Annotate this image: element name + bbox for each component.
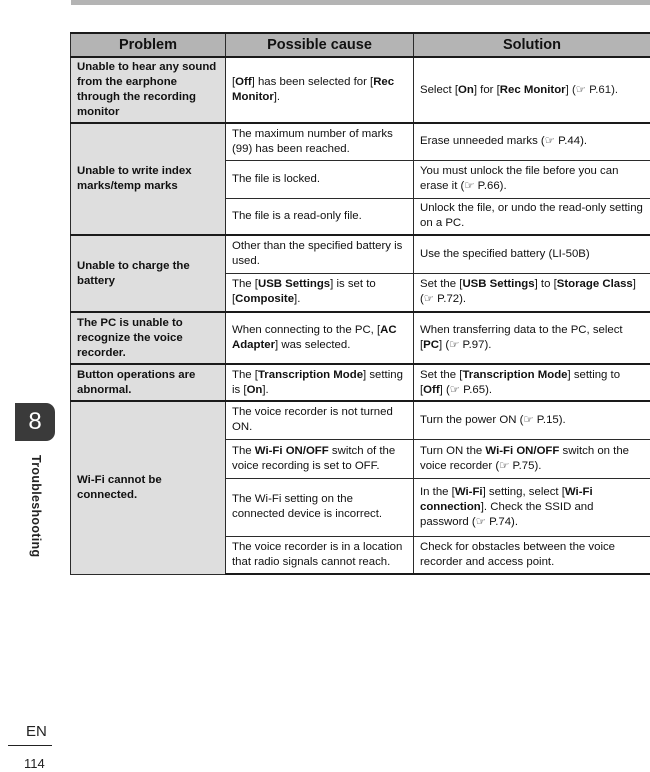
header-problem: Problem <box>71 33 226 57</box>
cause-cell: The file is a read-only file. <box>226 198 414 235</box>
solution-cell: Select [On] for [Rec Monitor] (☞ P.61). <box>414 57 650 123</box>
cause-cell: The voice recorder is not turned ON. <box>226 401 414 439</box>
header-rule <box>71 0 650 5</box>
solution-cell: Check for obstacles between the voice recorder and access point. <box>414 536 650 574</box>
solution-cell: Turn the power ON (☞ P.15). <box>414 401 650 439</box>
solution-cell: In the [Wi-Fi] setting, select [Wi-Fi connection]. Check the SSID and password (☞ P.74). <box>414 478 650 536</box>
troubleshooting-table <box>70 32 650 575</box>
problem-cell: Unable to hear any sound from the earphone through the recording monitor <box>71 57 226 123</box>
problem-cell: Wi-Fi cannot be connected. <box>71 401 226 574</box>
solution-cell: When transferring data to the PC, select [PC] (☞ P.97). <box>414 312 650 364</box>
table-row <box>71 57 650 123</box>
cause-cell: The Wi-Fi ON/OFF switch of the voice recording is set to OFF. <box>226 439 414 478</box>
problem-cell: Unable to charge the battery <box>71 235 226 312</box>
header-solution: Solution <box>414 33 650 57</box>
table-row <box>71 123 650 160</box>
footer-divider <box>8 745 52 746</box>
problem-cell: The PC is unable to recognize the voice recorder. <box>71 312 226 364</box>
table-row <box>71 235 650 273</box>
solution-cell: Turn ON the Wi-Fi ON/OFF switch on the voice recorder (☞ P.75). <box>414 439 650 478</box>
solution-cell: Set the [Transcription Mode] setting to [Off] (☞ P.65). <box>414 364 650 401</box>
cause-cell: The voice recorder is in a location that radio signals cannot reach. <box>226 536 414 574</box>
chapter-number-tab: 8 <box>15 403 55 441</box>
solution-cell: Erase unneeded marks (☞ P.44). <box>414 123 650 160</box>
problem-cell: Button operations are abnormal. <box>71 364 226 401</box>
chapter-title: Troubleshooting <box>29 455 43 558</box>
language-label: EN <box>26 723 47 740</box>
solution-cell: Set the [USB Settings] to [Storage Class] (☞ P.72). <box>414 273 650 312</box>
cause-cell: The [USB Settings] is set to [Composite]. <box>226 273 414 312</box>
problem-cell: Unable to write index marks/temp marks <box>71 123 226 235</box>
solution-cell: You must unlock the file before you can erase it (☞ P.66). <box>414 160 650 198</box>
cause-cell: Other than the specified battery is used. <box>226 235 414 273</box>
cause-cell: The maximum number of marks (99) has been reached. <box>226 123 414 160</box>
header-possible-cause: Possible cause <box>226 33 414 57</box>
cause-cell: [Off] has been selected for [Rec Monitor]. <box>226 57 414 123</box>
cause-cell: When connecting to the PC, [AC Adapter] was selected. <box>226 312 414 364</box>
table-row <box>71 401 650 439</box>
table-row <box>71 312 650 364</box>
solution-cell: Unlock the file, or undo the read-only setting on a PC. <box>414 198 650 235</box>
solution-cell: Use the specified battery (LI-50B) <box>414 235 650 273</box>
cause-cell: The file is locked. <box>226 160 414 198</box>
table-row <box>71 364 650 401</box>
cause-cell: The [Transcription Mode] setting is [On]. <box>226 364 414 401</box>
table-header-row <box>71 33 650 57</box>
cause-cell: The Wi-Fi setting on the connected device is incorrect. <box>226 478 414 536</box>
page-number: 114 <box>24 756 45 771</box>
